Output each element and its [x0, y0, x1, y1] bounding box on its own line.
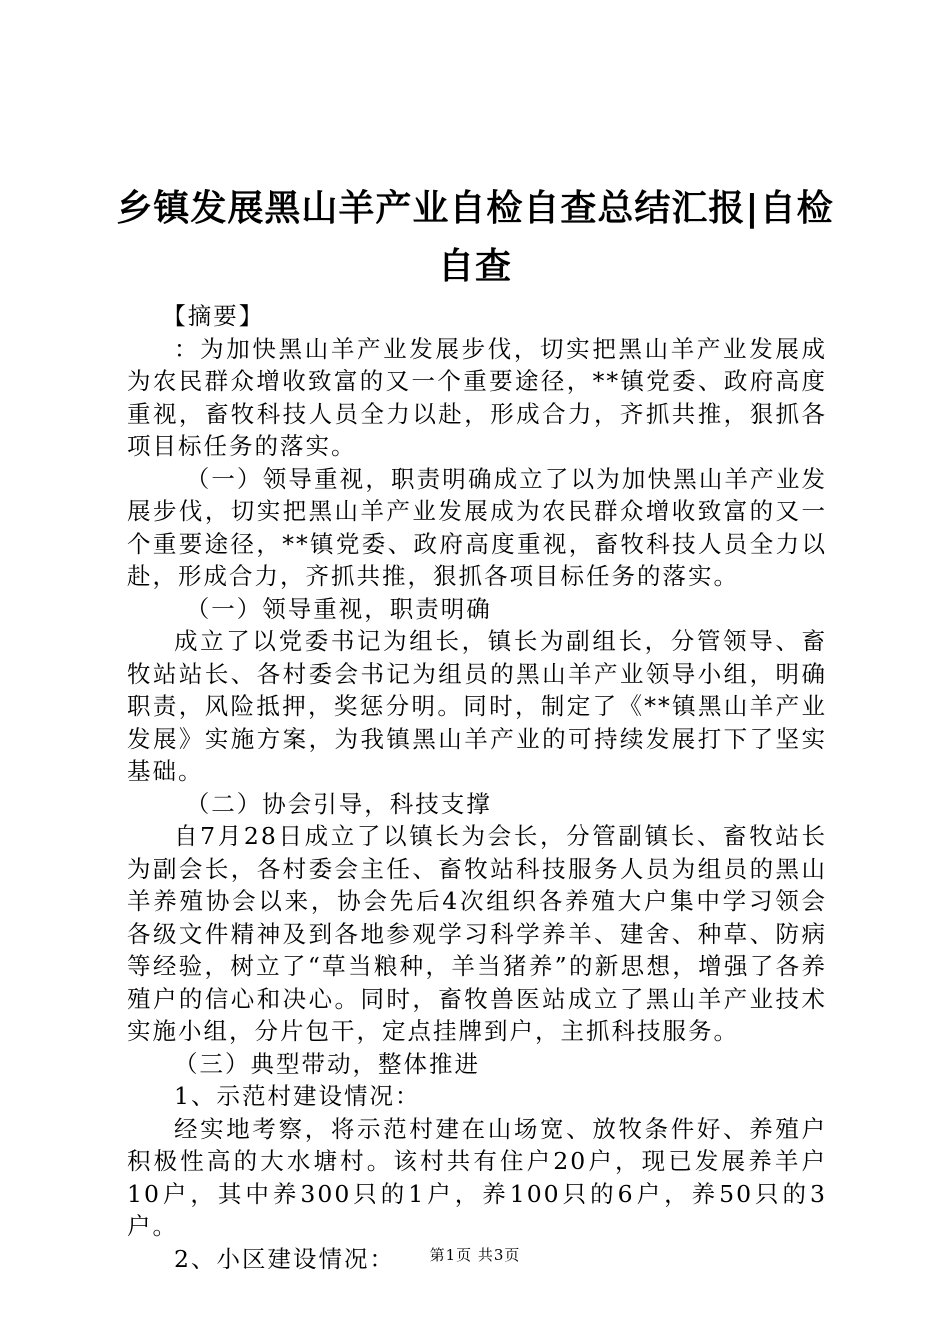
heading-section-2: （二）协会引导，科技支撑: [185, 789, 492, 818]
abstract-label: 【摘要】: [162, 302, 265, 330]
document-body: [127, 300, 827, 1275]
heading-demo-village: 1、示范村建设情况：: [174, 1082, 421, 1110]
paragraph-section-2: 自7月28日成立了以镇长为会长，分管副镇长、畜牧站长为副会长，各村委会主任、畜牧站科技服务人员为组员的黑山羊养殖协会以来，协会先后4次组织各养殖大户集中学习领会各级文件精神及到各地参观学习科学养羊、建舍、种草、防病等经验，树立了“草当粮种，羊当猪养”的新思想，增强了各养殖户的信心和决心。同时，畜牧兽医站成立了黑山羊产业技术实施小组，分片包干，定点挂牌到户，主抓科技服务。: [127, 822, 827, 1045]
paragraph-abstract: ：为加快黑山羊产业发展步伐，切实把黑山羊产业发展成为农民群众增收致富的又一个重要途径，**镇党委、政府高度重视，畜牧科技人员全力以赴，形成合力，齐抓共推，狠抓各项目标任务的落实。: [127, 334, 827, 460]
heading-section-1: （一）领导重视，职责明确: [185, 594, 492, 623]
document-title: 乡镇发展黑山羊产业自检自查总结汇报|自检自查: [116, 188, 834, 287]
heading-community: 2、小区建设情况：: [174, 1244, 395, 1273]
paragraph-demo-village: 经实地考察，将示范村建在山场宽、放牧条件好、养殖户积极性高的大水塘村。该村共有住户20户，现已发展养羊户10户，其中养300只的1户，养100只的6户，养50只的3户。: [127, 1114, 827, 1240]
heading-section-3: （三）典型带动，整体推进: [174, 1049, 480, 1078]
page-footer: 第1页 共3页: [429, 1246, 521, 1264]
paragraph-section-1-intro: （一）领导重视，职责明确成立了以为加快黑山羊产业发展步伐，切实把黑山羊产业发展成为农民群众增收致富的又一个重要途径，**镇党委、政府高度重视，畜牧科技人员全力以赴，形成合力，齐抓共推，狠抓各项目标任务的落实。: [127, 464, 827, 590]
paragraph-section-1: 成立了以党委书记为组长，镇长为副组长，分管领导、畜牧站站长、各村委会书记为组员的黑山羊产业领导小组，明确职责，风险抵押，奖惩分明。同时，制定了《**镇黑山羊产业发展》实施方案，为我镇黑山羊产业的可持续发展打下了坚实基础。: [127, 627, 827, 785]
